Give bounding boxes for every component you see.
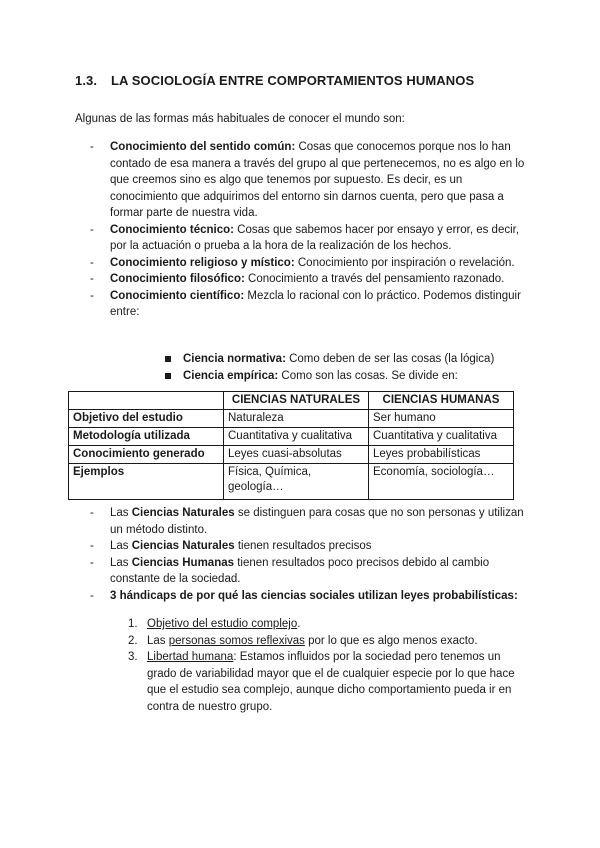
list-item: - Conocimiento científico: Mezcla lo racional con lo práctico. Podemos distinguir entre: — [90, 289, 521, 318]
list-item: - Las Ciencias Naturales se distinguen para cosas que no son personas y utilizan un método distinto. — [90, 507, 524, 536]
list-item: Ciencia empírica: Como son las cosas. Se divide en: — [163, 368, 494, 385]
table-cell: Economía, sociología… — [369, 464, 514, 500]
table-header-row — [69, 392, 514, 410]
row-label: Objetivo del estudio — [69, 410, 224, 428]
science-types-list — [163, 351, 494, 385]
table-header-cell: CIENCIAS NATURALES — [224, 392, 369, 410]
section-number: 1.3. — [75, 73, 98, 88]
table-cell: Ser humano — [369, 410, 514, 428]
table-row — [69, 446, 514, 464]
list-item: - Las Ciencias Humanas tienen resultados poco precisos debido al cambio constante de la sociedad. — [90, 556, 490, 585]
table-cell: Naturaleza — [224, 410, 369, 428]
list-item: - Conocimiento técnico: Cosas que sabemos hacer por ensayo y error, es decir, por la actuación o prueba a la hora de la realización de los hechos. — [90, 223, 520, 252]
table-cell: Cuantitativa y cualitativa — [369, 428, 514, 446]
list-item: Ciencia normativa: Como deben de ser las cosas (la lógica) — [163, 351, 494, 368]
row-label: Conocimiento generado — [69, 446, 224, 464]
list-item: 3. Libertad humana: Estamos influidos por la sociedad pero tenemos un grado de variabilidad mayor que el de cualquier especie por lo que hace que el estudio sea complejo, aunque dicho comportamiento pueda ir en contra de nuestro grupo. — [128, 651, 515, 713]
section-heading — [75, 73, 474, 88]
section-title: LA SOCIOLOGÍA ENTRE COMPORTAMIENTOS HUMANOS — [111, 73, 475, 88]
list-item: 2. Las personas somos reflexivas por lo que es algo menos exacto. — [128, 634, 478, 647]
row-label: Metodología utilizada — [69, 428, 224, 446]
row-label: Ejemplos — [69, 464, 224, 500]
list-item: 1. Objetivo del estudio complejo. — [128, 618, 301, 630]
handicaps-list — [128, 616, 528, 715]
square-bullet-icon — [165, 373, 171, 379]
table-cell: Física, Química, geología… — [224, 464, 369, 500]
table-row — [69, 410, 514, 428]
square-bullet-icon — [165, 356, 171, 362]
list-item: - Conocimiento religioso y místico: Conocimiento por inspiración o revelación. — [90, 256, 515, 269]
table-header-cell — [69, 392, 224, 410]
sciences-comparison-table — [68, 391, 514, 500]
table-row — [69, 428, 514, 446]
list-item: - Conocimiento filosófico: Conocimiento a través del pensamiento razonado. — [90, 273, 505, 285]
table-cell: Cuantitativa y cualitativa — [224, 428, 369, 446]
knowledge-types-list — [90, 139, 530, 321]
table-row — [69, 464, 514, 500]
sciences-notes-list — [90, 505, 530, 604]
table-header-cell: CIENCIAS HUMANAS — [369, 392, 514, 410]
table-cell: Leyes cuasi-absolutas — [224, 446, 369, 464]
table-cell: Leyes probabilísticas — [369, 446, 514, 464]
list-item: - Las Ciencias Naturales tienen resultados precisos — [90, 540, 372, 552]
list-item: - 3 hándicaps de por qué las ciencias sociales utilizan leyes probabilísticas: — [90, 589, 518, 602]
list-item: - Conocimiento del sentido común: Cosas que conocemos porque nos lo han contado de esa manera a través del grupo al que pertenecemos, no es algo en lo que creemos sino es algo que tenemos por supuesto. Es decir, es un conocimiento que adquirimos del entorno sin darnos cuenta, pero que pasa a formar parte de nuestra vida. — [90, 141, 525, 219]
intro-paragraph: Algunas de las formas más habituales de conocer el mundo son: — [75, 113, 405, 125]
